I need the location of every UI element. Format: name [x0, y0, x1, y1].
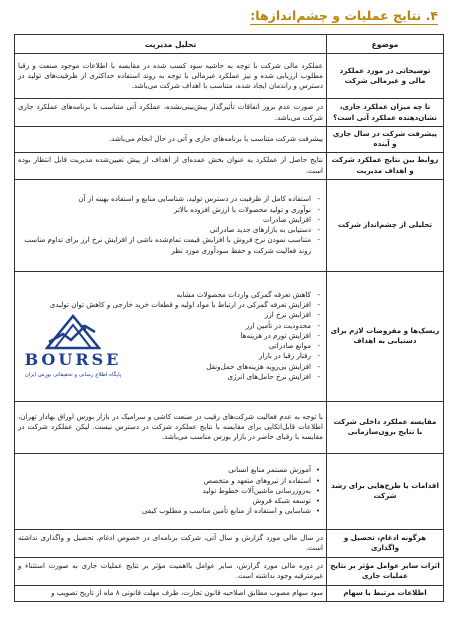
- list-item: - افزایش صادرات: [18, 215, 311, 225]
- list-item: - موانع صادراتی: [18, 341, 311, 351]
- list-item: • به‌روزرسانی ماشین‌آلات خطوط تولید: [18, 486, 311, 496]
- table-row: [15, 453, 444, 529]
- row-list: [15, 453, 327, 529]
- list-item: - افزایش تورم در هزینه‌ها: [18, 331, 311, 341]
- row-topic: ریسک‌ها و مفروضات لازم برای دستیابی به اهداف: [327, 271, 444, 401]
- list-item: • شناسایی و استفاده از منابع تأمین مناسب و مطلوب کیفی: [18, 506, 311, 516]
- row-topic: روابط بین نتایج عملکرد شرکت و اهداف مدیریت: [327, 152, 444, 179]
- row-topic: اقدامات یا طرح‌هایی برای رشد شرکت: [327, 453, 444, 529]
- row-topic: هرگونه ادغام، تحصیل و واگذاری: [327, 529, 444, 557]
- row-text: در دوره مالی مورد گزارش، سایر عوامل بااهمیت مؤثر بر نتایج عملیات جاری به صورت استثناء و غیرمترقبه وجود نداشته است.: [15, 557, 327, 585]
- row-text: سود سهام مصوب مطابق اصلاحیه قانون تجارت، ظرف مهلت قانونی ۸ ماه از تاریخ تصویب و: [15, 585, 327, 601]
- list-item: - دستیابی به بازارهای جدید صادراتی: [18, 225, 311, 235]
- list-item: - افزایش بی‌رویه هزینه‌های حمل‌ونقل: [18, 362, 311, 372]
- table-row: [15, 585, 444, 601]
- list-item: - نوآوری و تولید محصولات با ارزش افزوده بالاتر: [18, 205, 311, 215]
- row-text: با توجه به عدم فعالیت شرکت‌های رقیب در صنعت کاشی و سرامیک در بازار بورس اوراق بهادار تهران، اطلاعات قابل‌اتکایی برای مقایسه با نتایج عملکرد شرکت در دسترس نیست. لیکن عملکرد شرکت در مقایسه با رقبای حاضر در بازار بورس مناسب می‌باشد.: [15, 401, 327, 453]
- row-topic: تحلیلی از چشم‌انداز شرکت: [327, 179, 444, 271]
- table-row: [15, 152, 444, 179]
- logo-tagline: پایگاه اطلاع رسانی و تحقیقاتی بورس ایران: [24, 371, 122, 378]
- list-item: - محدودیت در تأمین ارز: [18, 321, 311, 331]
- row-text: پیشرفت شرکت متناسب با برنامه‌های جاری و آتی در حال انجام می‌باشد.: [15, 127, 327, 153]
- row-topic: مقایسه عملکرد داخلی شرکت با نتایج برون‌سازمانی: [327, 401, 444, 453]
- row-text: در صورت عدم بروز اتفاقات تأثیرگذار پیش‌بینی‌نشده، عملکرد آتی متناسب با برنامه‌های عملکرد جاری شرکت می‌باشد.: [15, 99, 327, 127]
- table-row: [15, 557, 444, 585]
- table-row: [15, 529, 444, 557]
- bourse-mountain-icon: [45, 312, 101, 350]
- results-table: [14, 34, 444, 602]
- list-item: • آموزش مستمر منابع انسانی: [18, 465, 311, 475]
- list-item: • توسعه شبکه فروش: [18, 496, 311, 506]
- header-topic: موضوع: [327, 35, 444, 54]
- table-header-row: [15, 35, 444, 54]
- list-item: - افزایش نرخ حامل‌های انرژی: [18, 372, 311, 382]
- row-topic: اطلاعات مرتبط با سهام: [327, 585, 444, 601]
- table-row: [15, 179, 444, 271]
- list-item: • استفاده از نیروهای متعهد و متخصص: [18, 476, 311, 486]
- row-topic: توضیحاتی در مورد عملکرد مالی و غیرمالی شرکت: [327, 54, 444, 99]
- row-list: [15, 271, 327, 401]
- header-analysis: تحلیل مدیریت: [15, 35, 327, 54]
- table-row: [15, 401, 444, 453]
- logo-wordmark: BOURSE: [24, 349, 122, 369]
- row-topic: پیشرفت شرکت در سال جاری و آینده: [327, 127, 444, 153]
- row-text: عملکرد مالی شرکت با توجه به حاشیه سود کسب شده در مقایسه با اطلاعات موجود صنعت و رقبا مطلوب ارزیابی شده و نیز عملکرد غیرمالی با توجه به روند استفاده حداکثری از ظرفیت‌های تولید در دسترس و راندمان ایجاد شده، متناسب با اهداف شرکت می‌باشد.: [15, 54, 327, 99]
- row-topic: تا چه میزان عملکرد جاری، نشان‌دهنده عملکرد آتی است؟: [327, 99, 444, 127]
- row-text: در سال مالی مورد گزارش و سال آتی، شرکت برنامه‌ای در خصوص ادغام، تحصیل و واگذاری نداشته است.: [15, 529, 327, 557]
- table-row: [15, 99, 444, 127]
- bourse-watermark-logo: [17, 312, 129, 380]
- page-title: ۴. نتایج عملیات و چشم‌اندازها:: [250, 8, 438, 23]
- list-item: - استفاده کامل از ظرفیت در دسترس تولید، شناسایی منابع و استفاده بهینه از آن: [18, 194, 311, 204]
- list-item: - متناسب نمودن نرخ فروش با افزایش قیمت تمام‌شده ناشی از افزایش نرخ ارز برای تداوم مناسب روند فعالیت شرکت و حفظ سودآوری مورد نظر: [18, 235, 311, 256]
- list-item: - کاهش تعرفه گمرکی واردات محصولات مشابه: [18, 290, 311, 300]
- row-topic: اثرات سایر عوامل مؤثر بر نتایج عملیات جاری: [327, 557, 444, 585]
- row-list: [15, 179, 327, 271]
- table-row: [15, 271, 444, 401]
- list-item: - افزایش نرخ ارز: [18, 310, 311, 320]
- row-text: نتایج حاصل از عملکرد به عنوان بخش عمده‌ای از اهداف از پیش تعیین‌شده مدیریت قابل انتظار بوده است.: [15, 152, 327, 179]
- list-item: - رفتار رقبا در بازار: [18, 351, 311, 361]
- table-row: [15, 127, 444, 153]
- list-item: - افزایش تعرفه گمرکی در ارتباط با مواد اولیه و قطعات خرید خارجی و کاهش توان تولیدی: [18, 300, 311, 310]
- table-row: [15, 54, 444, 99]
